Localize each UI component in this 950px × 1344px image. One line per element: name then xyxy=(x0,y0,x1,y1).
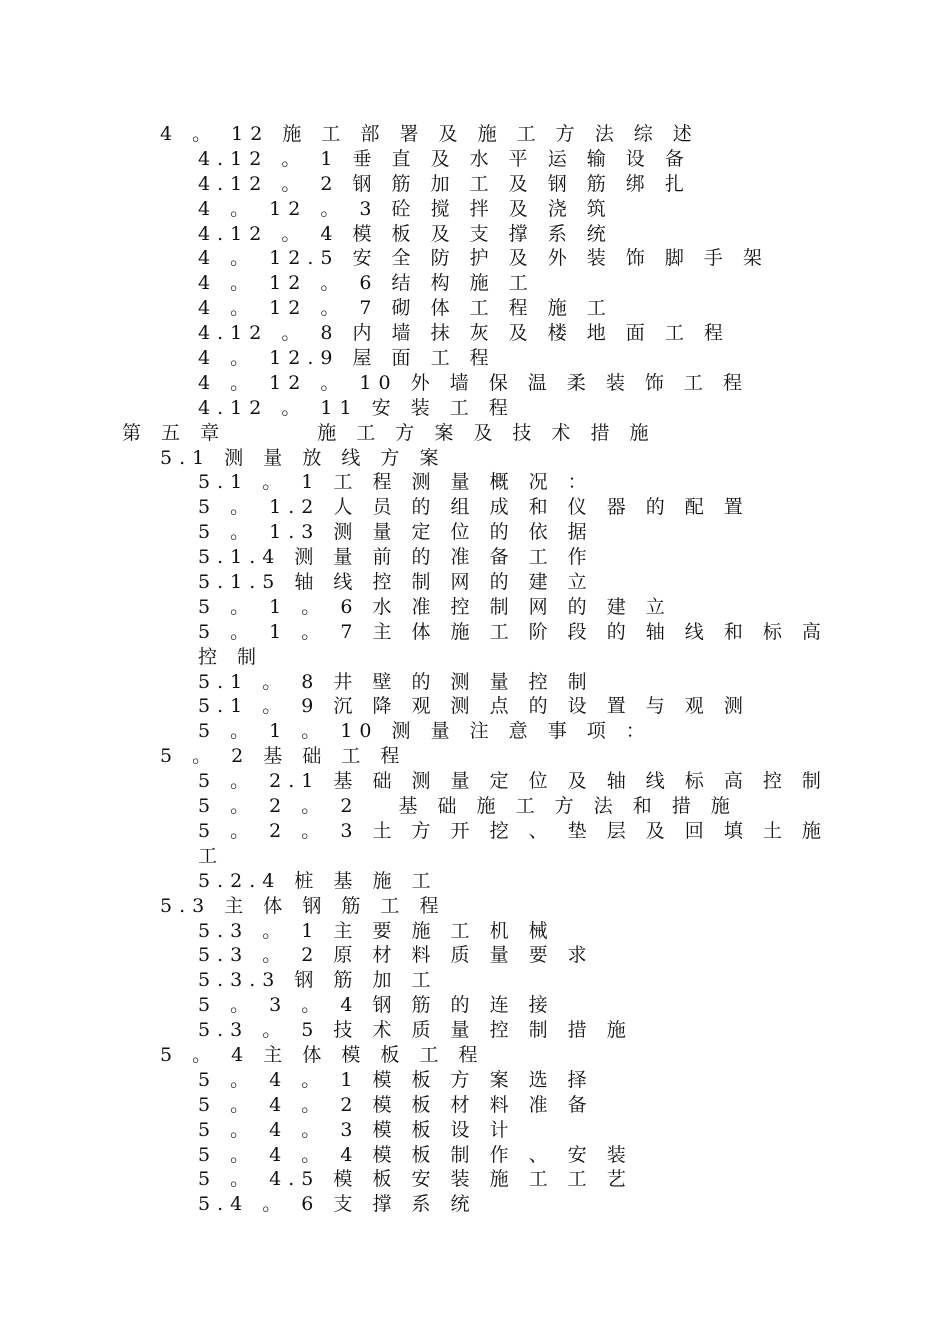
subsection-entry: 4 。 12 。 3 砼 搅 拌 及 浇 筑 xyxy=(198,197,613,220)
subsection-entry: 5 。 4 。 3 模 板 设 计 xyxy=(198,1118,516,1141)
subsection-entry: 5 。 2.1 基 础 测 量 定 位 及 轴 线 标 高 控 制 xyxy=(198,770,828,793)
subsection-entry: 4 。 12.5 安 全 防 护 及 外 装 饰 脚 手 架 xyxy=(198,247,769,270)
subsection-entry: 5 。 4.5 模 板 安 装 施 工 工 艺 xyxy=(198,1168,633,1191)
section-entry: 5.3 主 体 钢 筋 工 程 xyxy=(160,894,446,917)
subsection-entry: 5 。 2 。 2 基 础 施 工 方 法 和 措 施 xyxy=(198,795,737,818)
subsection-entry: 5 。 4 。 4 模 板 制 作 、 安 装 xyxy=(198,1143,633,1166)
subsection-entry: 4 。 12 。 7 砌 体 工 程 施 工 xyxy=(198,297,613,320)
subsection-entry: 5.1 。 1 工 程 测 量 概 况 ： xyxy=(198,471,594,494)
subsection-entry: 5.1 。 9 沉 降 观 测 点 的 设 置 与 观 测 xyxy=(198,695,750,718)
subsection-entry: 5.3 。 1 主 要 施 工 机 械 xyxy=(198,919,555,942)
subsection-entry: 5.4 。 6 支 撑 系 统 xyxy=(198,1193,477,1216)
subsection-entry: 5 。 1.2 人 员 的 组 成 和 仪 器 的 配 置 xyxy=(198,496,750,519)
section-entry: 5 。 4 主 体 模 板 工 程 xyxy=(160,1043,485,1066)
table-of-contents xyxy=(0,122,950,1217)
subsection-entry: 4.12 。 4 模 板 及 支 撑 系 统 xyxy=(198,222,613,245)
subsection-entry: 5 。 2 。 3 土 方 开 挖 、 垫 层 及 回 填 土 施 xyxy=(198,819,828,842)
subsection-entry: 4.12 。 8 内 墙 抹 灰 及 楼 地 面 工 程 xyxy=(198,322,730,345)
subsection-entry: 4 。 12 。 10 外 墙 保 温 柔 装 饰 工 程 xyxy=(198,371,749,394)
subsection-entry: 5 。 1 。 7 主 体 施 工 阶 段 的 轴 线 和 标 高 xyxy=(198,620,828,643)
subsection-entry: 4.12 。 11 安 装 工 程 xyxy=(198,396,515,419)
section-entry: 4 。 12 施 工 部 署 及 施 工 方 法 综 述 xyxy=(160,123,699,145)
subsection-entry: 5 。 1 。 6 水 准 控 制 网 的 建 立 xyxy=(198,595,672,618)
subsection-entry: 5 。 4 。 2 模 板 材 料 准 备 xyxy=(198,1093,594,1116)
subsection-entry: 5.1.4 测 量 前 的 准 备 工 作 xyxy=(198,546,594,569)
subsection-entry: 5.3 。 2 原 材 料 质 量 要 求 xyxy=(198,944,594,967)
chapter-heading: 第 五 章 施 工 方 案 及 技 术 措 施 xyxy=(122,421,656,444)
subsection-entry: 5 。 1 。 10 测 量 注 意 事 项 ： xyxy=(198,720,652,743)
subsection-entry: 5.3 。 5 技 术 质 量 控 制 措 施 xyxy=(198,1019,633,1042)
subsection-entry: 工 xyxy=(198,844,225,867)
subsection-entry: 5.1.5 轴 线 控 制 网 的 建 立 xyxy=(198,571,594,594)
subsection-entry: 5.3.3 钢 筋 加 工 xyxy=(198,969,438,992)
subsection-entry: 4 。 12 。 6 结 构 施 工 xyxy=(198,272,535,295)
subsection-entry: 5.1 。 8 井 壁 的 测 量 控 制 xyxy=(198,670,594,693)
subsection-entry: 5 。 4 。 1 模 板 方 案 选 择 xyxy=(198,1068,594,1091)
subsection-entry: 4 。 12.9 屋 面 工 程 xyxy=(198,347,496,370)
section-entry: 5 。 2 基 础 工 程 xyxy=(160,745,407,768)
subsection-entry: 4.12 。 2 钢 筋 加 工 及 钢 筋 绑 扎 xyxy=(198,172,691,195)
section-entry: 5.1 测 量 放 线 方 案 xyxy=(160,446,446,469)
subsection-entry: 5 。 3 。 4 钢 筋 的 连 接 xyxy=(198,994,555,1017)
subsection-entry: 5 。 1.3 测 量 定 位 的 依 据 xyxy=(198,521,594,544)
subsection-entry: 控 制 xyxy=(198,645,264,668)
subsection-entry: 5.2.4 桩 基 施 工 xyxy=(198,869,438,892)
subsection-entry: 4.12 。 1 垂 直 及 水 平 运 输 设 备 xyxy=(198,147,691,170)
